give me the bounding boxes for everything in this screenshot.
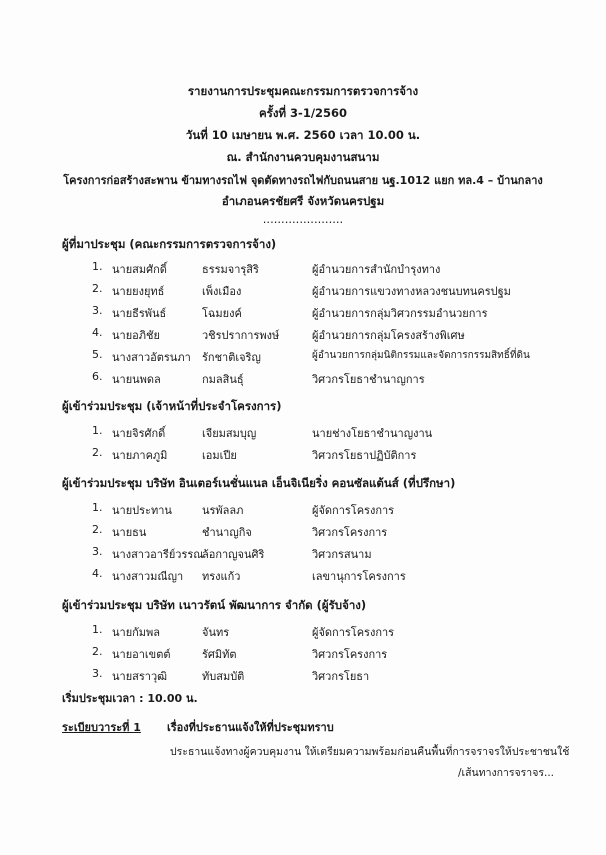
member-number: 6.	[92, 370, 103, 383]
member-last-name: ธรรมจารุสิริ	[202, 263, 259, 276]
member-number: 1.	[92, 424, 103, 437]
member-first-name: นางสาวอัตรนภา	[112, 351, 191, 364]
member-last-name: รักชาติเจริญ	[202, 351, 261, 364]
member-first-name: นางสาวอารีย์วรรณ	[112, 548, 204, 561]
member-first-name: นายนพดล	[112, 373, 161, 386]
member-number: 3.	[92, 545, 103, 558]
project-line-2: อำเภอนครชัยศรี จังหวัดนครปฐม	[221, 194, 385, 208]
member-first-name: นายประทาน	[112, 504, 172, 517]
member-last-name: นรพัลลภ	[202, 504, 244, 517]
member-row	[0, 446, 606, 464]
member-number: 5.	[92, 348, 103, 361]
section-heading-committee: ผู้ที่มาประชุม (คณะกรรมการตรวจการจ้าง)	[62, 237, 277, 251]
section-heading-consultant: ผู้เข้าร่วมประชุม บริษัท อินเตอร์เนชั่นแนล เอ็นจิเนียริ่ง คอนซัลแต้นส์ (ที่ปรึกษา)	[62, 476, 456, 490]
member-last-name: เจียมสมบุญ	[202, 427, 257, 440]
meeting-start-time: เริ่มประชุมเวลา : 10.00 น.	[62, 692, 198, 705]
member-first-name: นายสราวุฒิ	[112, 670, 168, 683]
member-number: 2.	[92, 446, 103, 459]
member-first-name: นายยงยุทธ์	[112, 285, 165, 298]
member-last-name: กมลสินธุ์	[202, 373, 244, 386]
member-position: ผู้อำนวยการสำนักบำรุงทาง	[312, 263, 441, 276]
member-row	[0, 501, 606, 519]
member-number: 3.	[92, 667, 103, 680]
member-number: 4.	[92, 326, 103, 339]
member-first-name: นายธีรพันธ์	[112, 307, 167, 320]
report-title: รายงานการประชุมคณะกรรมการตรวจการจ้าง	[187, 84, 419, 98]
member-last-name: เอมเปีย	[202, 449, 237, 462]
member-first-name: นายอาเขตต์	[112, 648, 171, 661]
member-row	[0, 348, 606, 366]
member-position: วิศวกรโครงการ	[312, 526, 388, 539]
member-row	[0, 545, 606, 563]
member-position: นายช่างโยธาชำนาญงาน	[312, 427, 433, 440]
member-row	[0, 667, 606, 685]
member-number: 2.	[92, 645, 103, 658]
member-row	[0, 623, 606, 641]
member-first-name: นายอภิชัย	[112, 329, 160, 342]
member-row	[0, 282, 606, 300]
member-position: ผู้อำนวยการกลุ่มโครงสร้างพิเศษ	[312, 329, 465, 342]
member-first-name: นายกัมพล	[112, 626, 161, 639]
member-position: วิศวกรสนาม	[312, 548, 372, 561]
member-position: ผู้จัดการโครงการ	[312, 504, 395, 517]
agenda-title: เรื่องที่ประธานแจ้งให้ที่ประชุมทราบ	[167, 721, 334, 734]
member-number: 2.	[92, 282, 103, 295]
member-row	[0, 523, 606, 541]
member-number: 3.	[92, 304, 103, 317]
member-position: วิศวกรโยธา	[312, 670, 370, 683]
member-last-name: โฉมยงค์	[202, 307, 242, 320]
member-row	[0, 370, 606, 388]
member-position: ผู้จัดการโครงการ	[312, 626, 395, 639]
member-number: 4.	[92, 567, 103, 580]
separator: ......................	[262, 212, 344, 226]
project-line-1: โครงการก่อสร้างสะพาน ข้ามทางรถไฟ จุดตัดทางรถไฟกับถนนสาย นฐ.1012 แยก ทล.4 – บ้านกลาง	[63, 174, 543, 187]
member-last-name: เพ็งเมือง	[202, 285, 242, 298]
section-heading-project-staff: ผู้เข้าร่วมประชุม (เจ้าหน้าที่ประจำโครงการ)	[62, 399, 282, 413]
section-heading-contractor: ผู้เข้าร่วมประชุม บริษัท เนาวรัตน์ พัฒนาการ จำกัด (ผู้รับจ้าง)	[62, 598, 367, 612]
member-first-name: นายธน	[112, 526, 147, 539]
member-row	[0, 304, 606, 322]
member-first-name: นายจิรศักดิ์	[112, 427, 166, 440]
agenda-body: ประธานแจ้งทางผู้ควบคุมงาน ให้เตรียมความพร้อมก่อนคืนพื้นที่การจราจรให้ประชาชนใช้	[170, 746, 570, 758]
meeting-number: ครั้งที่ 3-1/2560	[258, 106, 348, 120]
meeting-venue: ณ. สำนักงานควบคุมงานสนาม	[226, 150, 380, 164]
member-last-name: ชำนาญกิจ	[202, 526, 252, 539]
member-number: 1.	[92, 260, 103, 273]
member-position: ผู้อำนวยการกลุ่มวิศวกรรมอำนวยการ	[312, 307, 488, 320]
member-last-name: ล้อกาญจนศิริ	[202, 548, 265, 561]
member-last-name: ทรงแก้ว	[202, 570, 241, 583]
member-number: 2.	[92, 523, 103, 536]
member-last-name: วชิรปราการพงษ์	[202, 329, 280, 342]
member-row	[0, 645, 606, 663]
member-position: เลขานุการโครงการ	[312, 570, 406, 583]
member-last-name: รัศมิทัต	[202, 648, 237, 661]
agenda-label: ระเบียบวาระที่ 1	[62, 721, 141, 734]
member-position: ผู้อำนวยการกลุ่มนิติกรรมและจัดการกรรมสิทธิ์ที่ดิน	[312, 350, 530, 361]
member-position: วิศวกรโครงการ	[312, 648, 388, 661]
member-row	[0, 424, 606, 442]
member-position: วิศวกรโยธาปฏิบัติการ	[312, 449, 417, 462]
member-row	[0, 326, 606, 344]
member-number: 1.	[92, 501, 103, 514]
member-row	[0, 260, 606, 278]
member-row	[0, 567, 606, 585]
member-last-name: จันทร	[202, 626, 230, 639]
member-number: 1.	[92, 623, 103, 636]
meeting-date-time: วันที่ 10 เมษายน พ.ศ. 2560 เวลา 10.00 น.	[185, 128, 421, 142]
member-position: วิศวกรโยธาชำนาญการ	[312, 373, 425, 386]
member-first-name: นางสาวมณีญา	[112, 570, 184, 583]
continued-marker: /เส้นทางการจราจร...	[457, 767, 554, 779]
member-first-name: นายสมศักดิ์	[112, 263, 167, 276]
member-last-name: ทับสมบัติ	[202, 670, 245, 683]
member-position: ผู้อำนวยการแขวงทางหลวงชนบทนครปฐม	[312, 285, 511, 298]
member-first-name: นายภาคภูมิ	[112, 449, 168, 462]
